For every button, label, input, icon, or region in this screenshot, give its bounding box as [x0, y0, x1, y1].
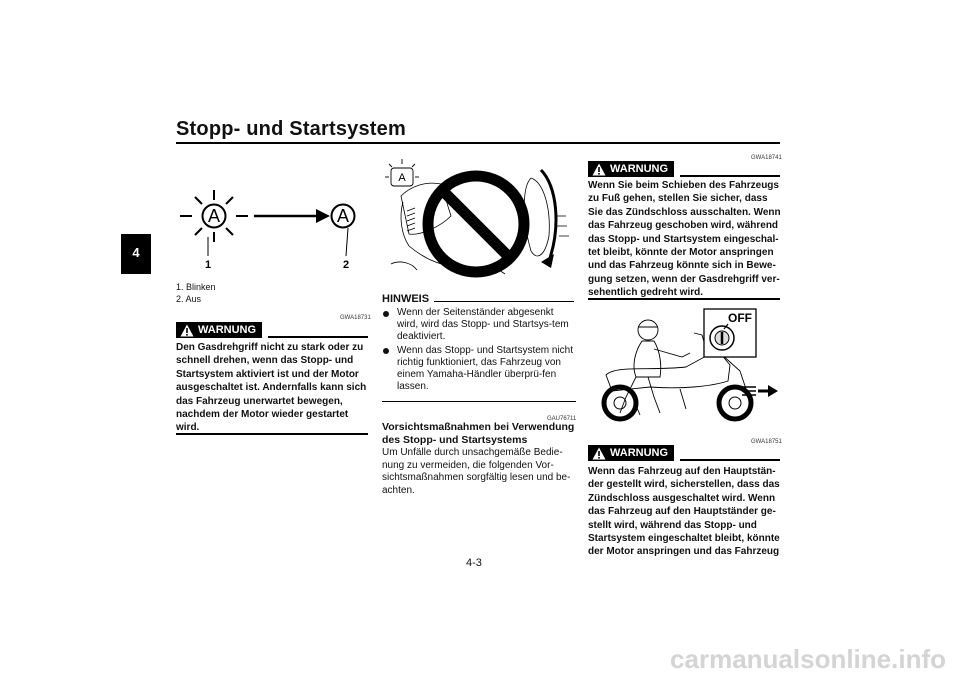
warning-text-1: Den Gasdrehgriff nicht zu stark oder zu schnell drehen, wenn das Stopp- und Startsystem aktiviert ist und der Motor ausgeschaltet ist. Andernfalls kann sich das Fahrzeug unerwartet bewegen, nachdem der Motor wieder gestartet wird.: [176, 342, 367, 434]
chapter-tab: [121, 234, 151, 274]
lamp-glyph-2: A: [336, 206, 350, 226]
direction-arrow-icon: [768, 385, 778, 397]
warning-code-2: GWA18741: [751, 155, 782, 161]
legend-item-1: 1. Blinken: [176, 282, 216, 292]
hinweis-bullets: [382, 307, 576, 394]
warning-badge-label: WARNUNG: [610, 163, 669, 175]
warning-end-rule: [588, 298, 780, 300]
warning-badge-label: WARNUNG: [610, 447, 669, 459]
warning-triangle-icon: [592, 447, 606, 460]
warning-rule: [680, 459, 780, 461]
callout-1: 1: [204, 259, 212, 271]
figure-legend: [176, 281, 216, 305]
page-number: 4-3: [466, 557, 482, 569]
hinweis-end-rule: [382, 401, 576, 402]
hinweis-rule: [434, 301, 574, 302]
indicator-lamp-figure: [170, 180, 370, 276]
warning-rule: [268, 336, 368, 338]
warning-badge-1: [176, 322, 262, 338]
legend-item-2: 2. Aus: [176, 294, 202, 304]
lamp-glyph-1: A: [207, 206, 221, 226]
section-heading: Vorsichtsmaßnahmen bei Verwendung des Stopp- und Startsystems: [382, 421, 575, 446]
throttle-prohibition-figure: [381, 156, 577, 278]
lamp-glyph-3: A: [398, 172, 406, 184]
title-rule: [176, 142, 780, 144]
warning-text-3: Wenn das Fahrzeug auf den Hauptstän-der gestellt wird, sicherstellen, dass das Zündschloss ausgeschaltet wird. Wenn das Fahrzeug auf den Hauptständer ge-stellt wird, während das Stopp- und Startsystem eingeschaltet bleibt, könnte der Motor anspringen und das Fahrzeug: [588, 466, 780, 558]
scooter-pushing-figure: [590, 305, 780, 427]
page-title: Stopp- und Startsystem: [176, 118, 406, 140]
front-wheel: [719, 387, 751, 419]
warning-code-3: GWA18751: [751, 439, 782, 445]
warning-triangle-icon: [592, 163, 606, 176]
warning-badge-2: [588, 161, 674, 177]
hinweis-title: HINWEIS: [382, 293, 430, 305]
hinweis-bullet-1: Wenn der Seitenständer abgesenkt wird, wird das Stopp- und Startsys-tem deaktiviert.: [382, 307, 576, 344]
rear-wheel: [604, 387, 636, 419]
section-body: Um Unfälle durch unsachgemäße Bedie-nung zu vermeiden, die folgenden Vor-sichtsmaßnahmen sorgfältig lesen und be-achten.: [382, 447, 571, 496]
footer-watermark: carmanualsonline.info: [670, 644, 946, 674]
warning-rule: [680, 175, 780, 177]
chapter-tab-number: 4: [132, 245, 140, 260]
callout-2: 2: [342, 259, 350, 271]
warning-triangle-icon: [180, 324, 194, 337]
transition-arrow: [316, 209, 330, 223]
warning-badge-label: WARNUNG: [198, 324, 257, 336]
warning-text-2: Wenn Sie beim Schieben des Fahrzeugs zu Fuß gehen, stellen Sie sicher, dass Sie das Zündschloss ausschalten. Wenn das Fahrzeug geschoben wird, während das Stopp- und Startsystem eingeschal-tet bleibt, könnte der Motor anspringen und das Fahrzeug könnte sich in Bewe-gung setzen, wenn der Gasdrehgriff ver-sehentlich gedreht wird.: [588, 180, 781, 299]
section-code: GAU76711: [547, 416, 577, 422]
helmet-icon: [638, 320, 658, 340]
warning-badge-3: [588, 445, 674, 461]
hinweis-bullet-2: Wenn das Stopp- und Startsystem nicht richtig funktioniert, das Fahrzeug von einem Yamaha-Händler überprü-fen lassen.: [382, 345, 576, 394]
warning-code-1: GWA18731: [340, 315, 371, 321]
warning-end-rule: [176, 433, 368, 435]
off-label: OFF: [728, 311, 752, 325]
